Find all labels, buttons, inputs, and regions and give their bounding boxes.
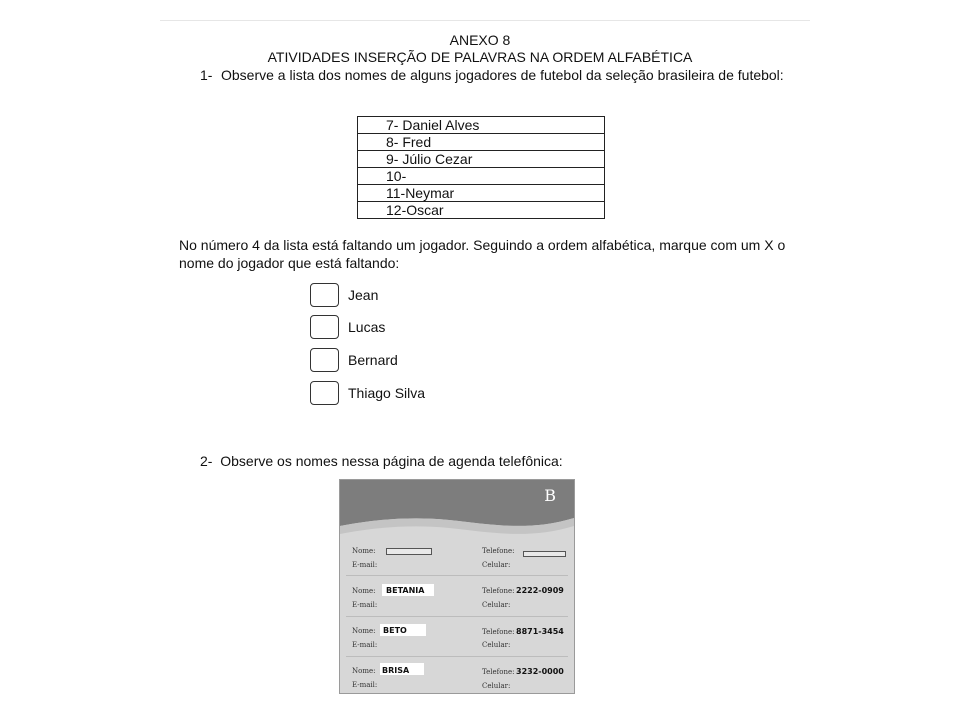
option-label: Jean: [348, 287, 379, 303]
contact-name: BETO: [383, 626, 407, 635]
player-cell: 11-Neymar: [358, 185, 605, 202]
option-label: Lucas: [348, 319, 386, 335]
email-label: E-mail:: [352, 681, 378, 689]
option-checkbox[interactable]: [310, 381, 339, 405]
activity-title: ATIVIDADES INSERÇÃO DE PALAVRAS NA ORDEM ALFABÉTICA: [267, 49, 693, 65]
name-label: Nome:: [352, 627, 376, 635]
question-2-number: 2-: [200, 453, 213, 469]
annex-title: ANEXO 8: [449, 32, 511, 48]
contact-phone: 3232-0000: [516, 667, 564, 676]
index-letter: B: [544, 486, 556, 505]
cell-label: Celular:: [482, 601, 511, 609]
phone-label: Telefone:: [482, 587, 515, 595]
name-label: Nome:: [352, 667, 376, 675]
contact-name: BRISA: [382, 666, 410, 675]
name-field: [386, 548, 432, 555]
player-cell: 12-Oscar: [358, 202, 605, 219]
phonebook-image: [339, 479, 575, 694]
question-1-number: 1-: [200, 67, 213, 83]
row-divider: [346, 616, 568, 617]
contact-name: BETANIA: [386, 586, 425, 595]
question-1-text: Observe a lista dos nomes de alguns jogadores de futebol da seleção brasileira de futebol:: [221, 67, 784, 83]
option-label: Bernard: [348, 352, 398, 368]
table-row: [358, 134, 605, 151]
row-divider: [346, 575, 568, 576]
row-divider: [346, 656, 568, 657]
contact-phone: 8871-3454: [516, 627, 564, 636]
contact-phone: 2222-0909: [516, 586, 564, 595]
phone-field: [523, 551, 566, 557]
table-row: [358, 185, 605, 202]
option-checkbox[interactable]: [310, 348, 339, 372]
phone-label: Telefone:: [482, 668, 515, 676]
phone-label: Telefone:: [482, 547, 515, 555]
players-table: [357, 116, 605, 219]
email-label: E-mail:: [352, 641, 378, 649]
option-label: Thiago Silva: [348, 385, 426, 401]
player-cell: 8- Fred: [358, 134, 605, 151]
player-cell: 7- Daniel Alves: [358, 117, 605, 134]
table-row: [358, 151, 605, 168]
player-cell: 9- Júlio Cezar: [358, 151, 605, 168]
page-header-band: [340, 480, 574, 540]
name-label: Nome:: [352, 587, 376, 595]
cell-label: Celular:: [482, 641, 511, 649]
cell-label: Celular:: [482, 561, 511, 569]
email-label: E-mail:: [352, 561, 378, 569]
instruction-text: No número 4 da lista está faltando um jogador. Seguindo a ordem alfabética, marque com um X o nome do jogador que está faltando:: [179, 237, 786, 271]
top-divider: [160, 20, 810, 21]
table-row: [358, 117, 605, 134]
cell-label: Celular:: [482, 682, 511, 690]
name-label: Nome:: [352, 547, 376, 555]
email-label: E-mail:: [352, 601, 378, 609]
table-row: [358, 202, 605, 219]
question-2-label: Observe os nomes nessa página de agenda telefônica:: [220, 453, 563, 469]
phone-label: Telefone:: [482, 628, 515, 636]
player-cell: 10-: [358, 168, 605, 185]
option-checkbox[interactable]: [310, 283, 339, 307]
option-checkbox[interactable]: [310, 315, 339, 339]
table-row: [358, 168, 605, 185]
question-2-text: [200, 453, 563, 469]
